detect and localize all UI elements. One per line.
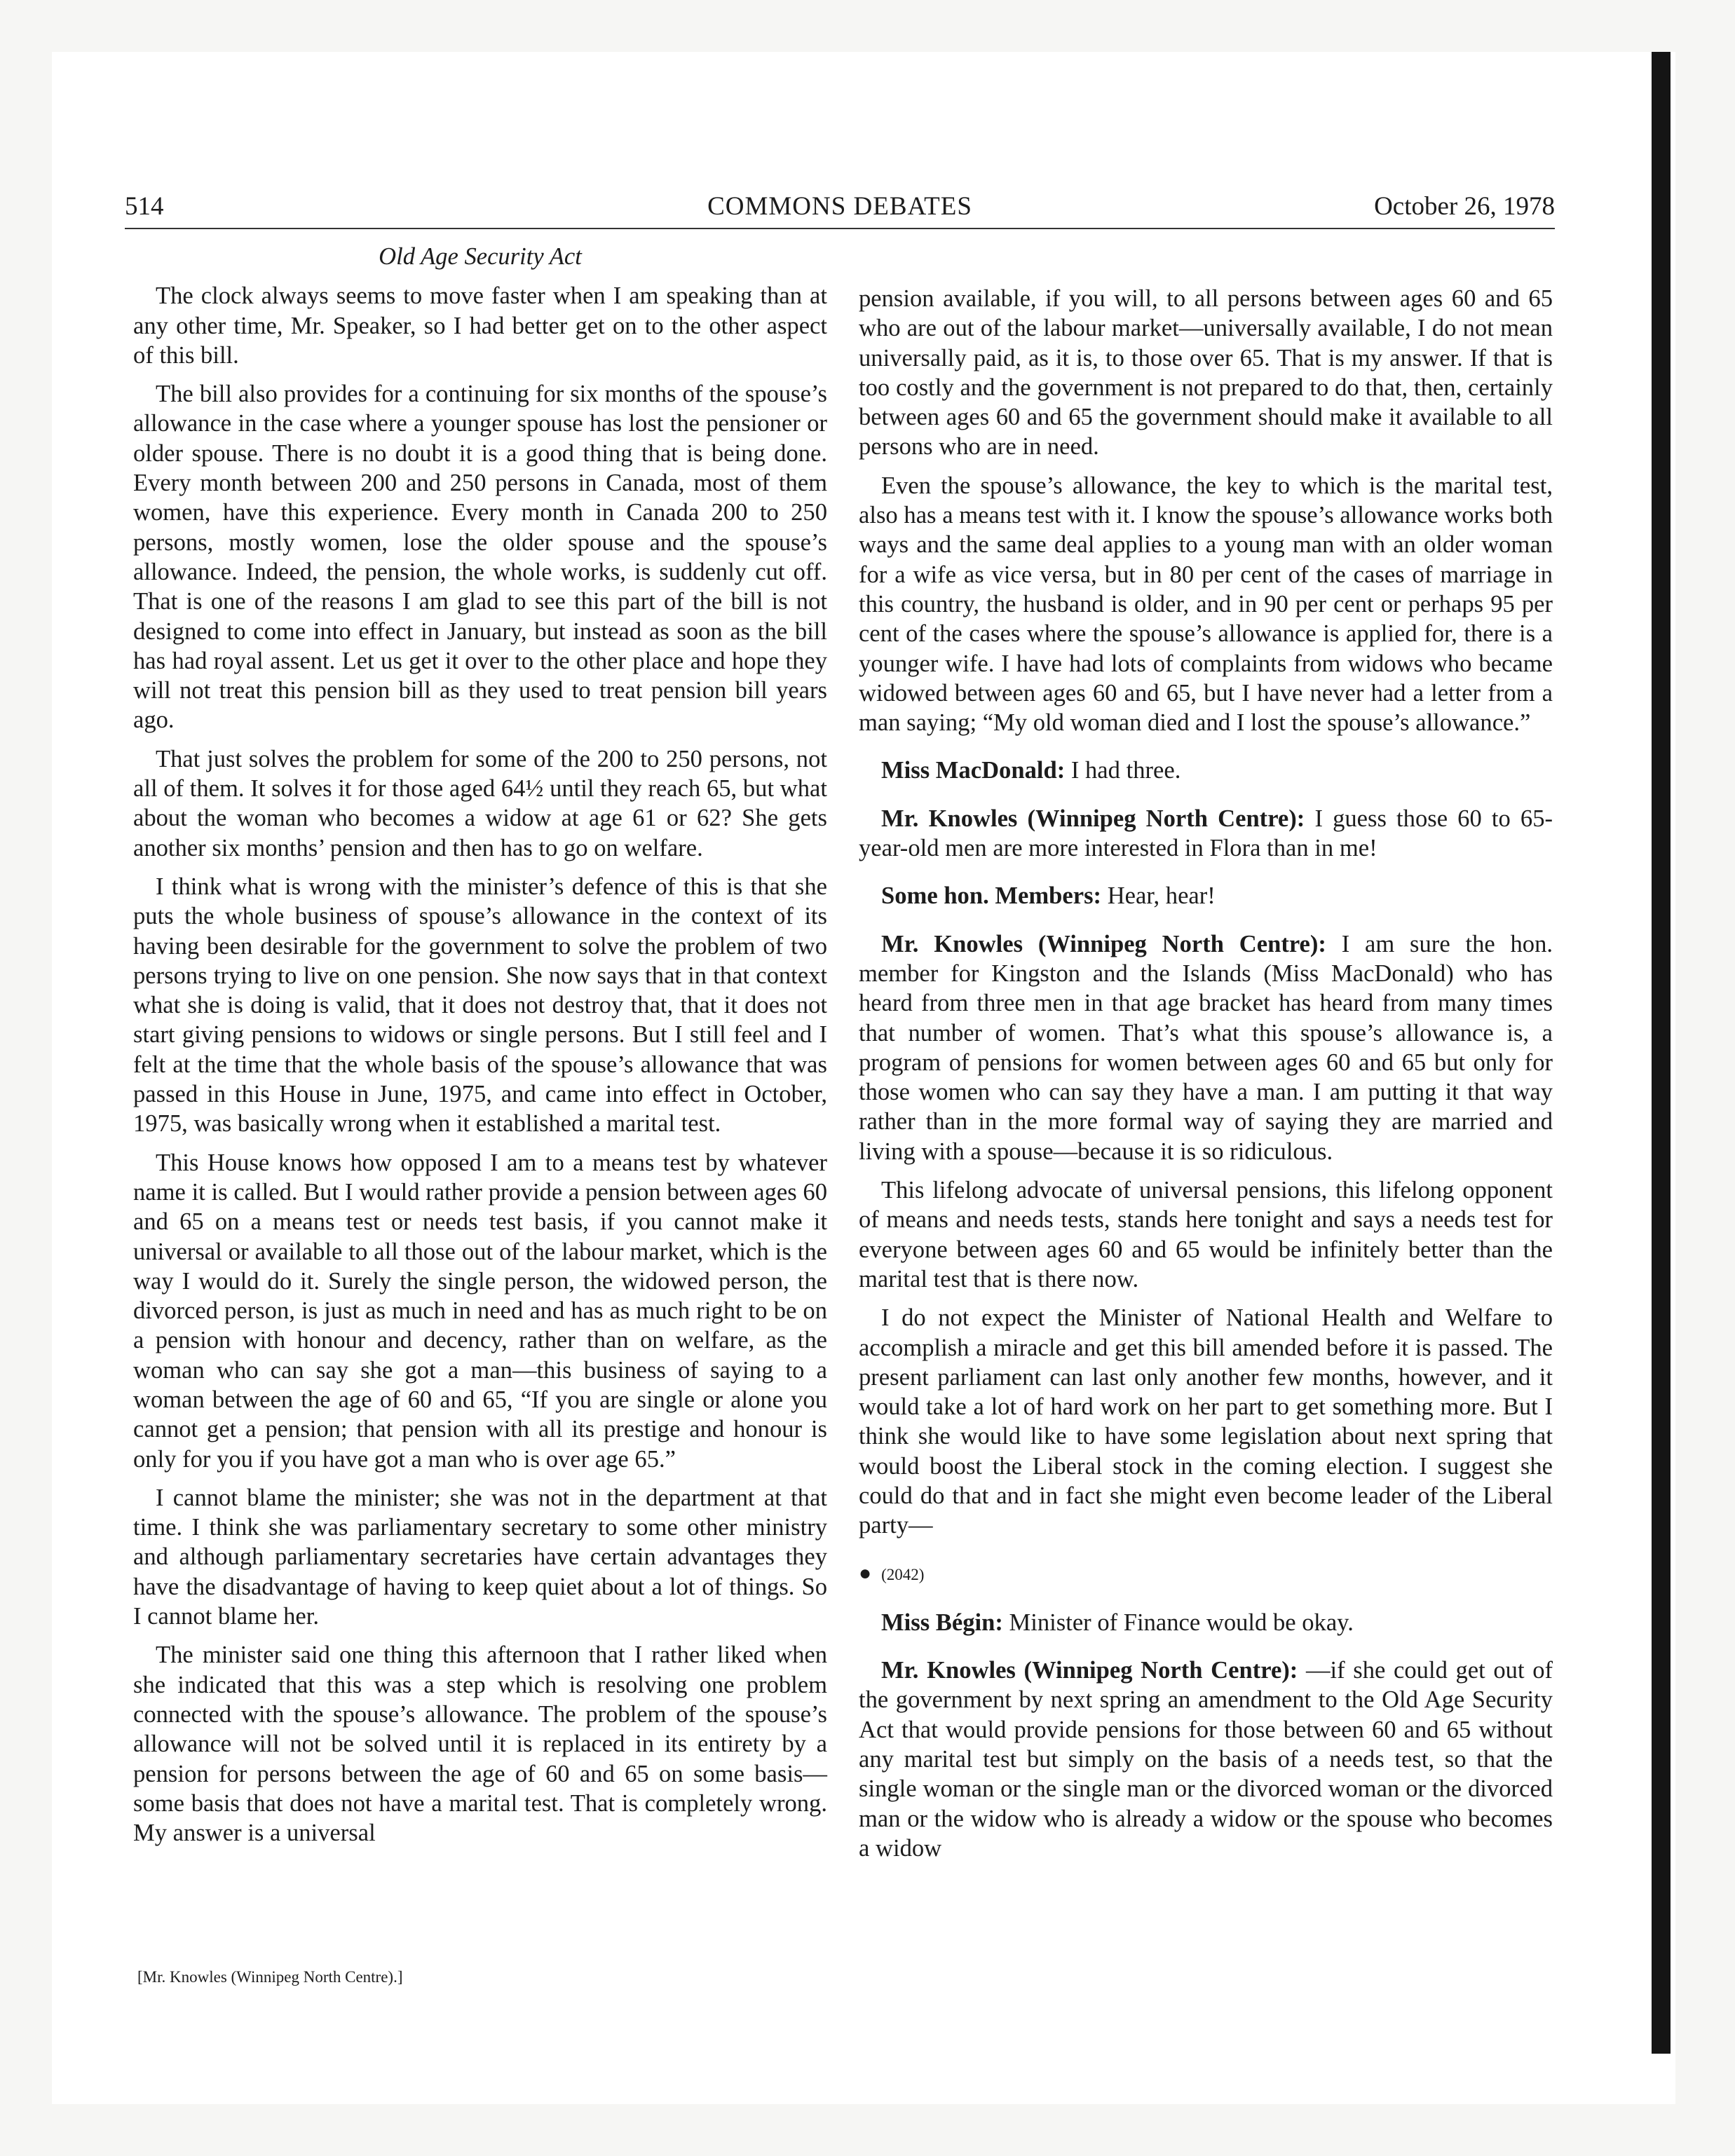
speaker-name: Miss Bégin: bbox=[881, 1609, 1003, 1636]
speech-text: —if she could get out of the government by next spring an amendment to the Old Age Security Act that would provide pensions for those between 60 and 65 without any marital test but simply on the basis of a needs test, so that the single woman or the single man or the divorced woman or the divorced man or the widow who is already a widow or the spouse who becomes a widow bbox=[859, 1657, 1553, 1862]
speech-text: I am sure the hon. member for Kingston and the Islands (Miss MacDonald) who has heard from three men in that age bracket has heard from many times that number of women. That’s what this spouse’s allowance is, a program of pensions for women between ages 60 and 65 but only for those women who can say they have a man. I am putting it that way rather than in the more formal way of saying they are married and living with a spouse—because it is so ridiculous. bbox=[859, 930, 1553, 1165]
paragraph: I think what is wrong with the minister’s defence of this is that she puts the whole business of spouse’s allowance in the context of its having been desirable for the government to solve the problem of two persons trying to live on one pension. She now says that in that context what she is doing is valid, that it does not destroy that, that it does not start giving pensions to widows or single persons. But I still feel and I felt at the time that the whole basis of the spouse’s allowance that was passed in this House in June, 1975, and came into effect in October, 1975, was basically wrong when it established a marital test. bbox=[133, 873, 827, 1138]
paragraph: The minister said one thing this afternoon that I rather liked when she indicated that this was a step which is resolving one problem connected with the spouse’s allowance. The problem of the spouse’s allowance will not be solved until it is replaced in its entirety by a pension for persons between the age of 60 and 65 on some basis—some basis that does not have a marital test. That is completely wrong. My answer is a universal bbox=[133, 1642, 827, 1847]
paragraph: Even the spouse’s allowance, the key to which is the marital test, also has a means test with it. I know the spouse’s allowance works both ways and the same deal applies to a young man with an older woman for a wife as vice versa, but in 80 per cent of the cases of marriage in this country, the husband is older, and in 90 per cent or perhaps 95 per cent of the cases where the spouse’s allowance is applied for, there is a younger wife. I have had lots of complaints from widows who became widowed between ages 60 and 65, but I have never had a letter from a man saying; “My old woman died and I lost the spouse’s allowance.” bbox=[859, 472, 1553, 737]
paragraph: I do not expect the Minister of National Health and Welfare to accomplish a miracle and get this bill amended before it is passed. The present parliament can last only another few months, however, and it would take a lot of hard work on her part to get something more. But I think she would like to have some legislation about next spring that would boost the Liberal stock in the coming election. I suggest she could do that and in fact she might even become leader of the Liberal party— bbox=[859, 1304, 1553, 1539]
section-title: Old Age Security Act bbox=[379, 243, 582, 270]
paragraph: The clock always seems to move faster when I am speaking than at any other time, Mr. Speaker, so I had better get on to the other aspect of this bill. bbox=[133, 282, 827, 369]
interjection bbox=[859, 881, 1553, 910]
speech-text: Hear, hear! bbox=[1101, 882, 1216, 910]
speech bbox=[859, 1656, 1553, 1863]
paragraph: That just solves the problem for some of the 200 to 250 persons, not all of them. It solves it for those aged 64½ until they reach 65, but what about the woman who becomes a widow at age 61 or 62? She gets another six months’ pension and then has to go on welfare. bbox=[133, 745, 827, 861]
running-head bbox=[125, 191, 1555, 229]
right-column bbox=[859, 284, 1553, 1872]
speech-text: I guess those 60 to 65-year-old men are more interested in Flora than in me! bbox=[859, 805, 1553, 862]
time-marker bbox=[859, 1559, 1553, 1590]
paragraph: pension available, if you will, to all persons between ages 60 and 65 who are out of the labour market—universally available, I do not mean universally paid, as it is, to those over 65. That is my answer. If that is too costly and the government is not prepared to do that, then, certainly between ages 60 and 65 the government should make it available to all persons who are in need. bbox=[859, 285, 1553, 460]
journal-title: COMMONS DEBATES bbox=[707, 192, 972, 221]
speech-text: Minister of Finance would be okay. bbox=[1002, 1609, 1354, 1636]
speaker-footer: [Mr. Knowles (Winnipeg North Centre).] bbox=[137, 1968, 403, 1986]
page-number: 514 bbox=[125, 192, 164, 221]
speaker-name: Mr. Knowles (Winnipeg North Centre): bbox=[881, 805, 1305, 832]
speech bbox=[859, 929, 1553, 1166]
interjection bbox=[859, 756, 1553, 785]
speaker-name: Miss MacDonald: bbox=[881, 757, 1066, 784]
speaker-name: Mr. Knowles (Winnipeg North Centre): bbox=[881, 1657, 1298, 1684]
paragraph: The bill also provides for a continuing for six months of the spouse’s allowance in the case where a younger spouse has lost the pensioner or older spouse. There is no doubt it is a good thing that is being done. Every month between 200 and 250 persons in Canada, most of them women, have this experience. Every month in Canada 200 to 250 persons, mostly women, lose the older spouse and the spouse’s allowance. Indeed, the pension, the whole works, is suddenly cut off. That is one of the reasons I am glad to see this part of the bill is not designed to come into effect in January, but instead as soon as the bill has had royal assent. Let us get it over to the other place and hope they will not treat this pension bill as they used to treat pension bill years ago. bbox=[133, 381, 827, 734]
paragraph: This House knows how opposed I am to a means test by whatever name it is called. But I would rather provide a pension between ages 60 and 65 on a means test or needs test basis, if you cannot make it universal or available to all those out of the labour market, which is the way I would do it. Surely the single person, the widowed person, the divorced person, is just as much in need and has as much right to be on a pension with honour and decency, rather than on welfare, as the woman who can say she got a man—this business of saying to a woman between the age of 60 and 65, “If you are single or alone you cannot get a pension; that pension with all its prestige and honour is only for you if you have got a man who is over age 65.” bbox=[133, 1149, 827, 1473]
time-stamp: (2042) bbox=[881, 1565, 925, 1583]
paragraph: This lifelong advocate of universal pensions, this lifelong opponent of means and needs tests, stands here tonight and says a needs test for everyone between ages 60 and 65 would be infinitely better than the marital test that is there now. bbox=[859, 1177, 1553, 1292]
interjection bbox=[859, 804, 1553, 864]
paragraph: I cannot blame the minister; she was not in the department at that time. I think she was parliamentary secretary to some other ministry and although parliamentary secretaries have certain advantages they have the disadvantage of having to keep quiet about a lot of things. So I cannot blame her. bbox=[133, 1484, 827, 1630]
speech-text: I had three. bbox=[1065, 757, 1181, 784]
interjection bbox=[859, 1608, 1553, 1637]
scan-edge-bar bbox=[1652, 52, 1671, 2054]
speaker-name: Mr. Knowles (Winnipeg North Centre): bbox=[881, 930, 1326, 957]
issue-date: October 26, 1978 bbox=[1374, 192, 1555, 221]
speaker-name: Some hon. Members: bbox=[881, 882, 1102, 910]
left-column bbox=[133, 242, 827, 1857]
bullet-icon: ● bbox=[859, 1561, 872, 1585]
